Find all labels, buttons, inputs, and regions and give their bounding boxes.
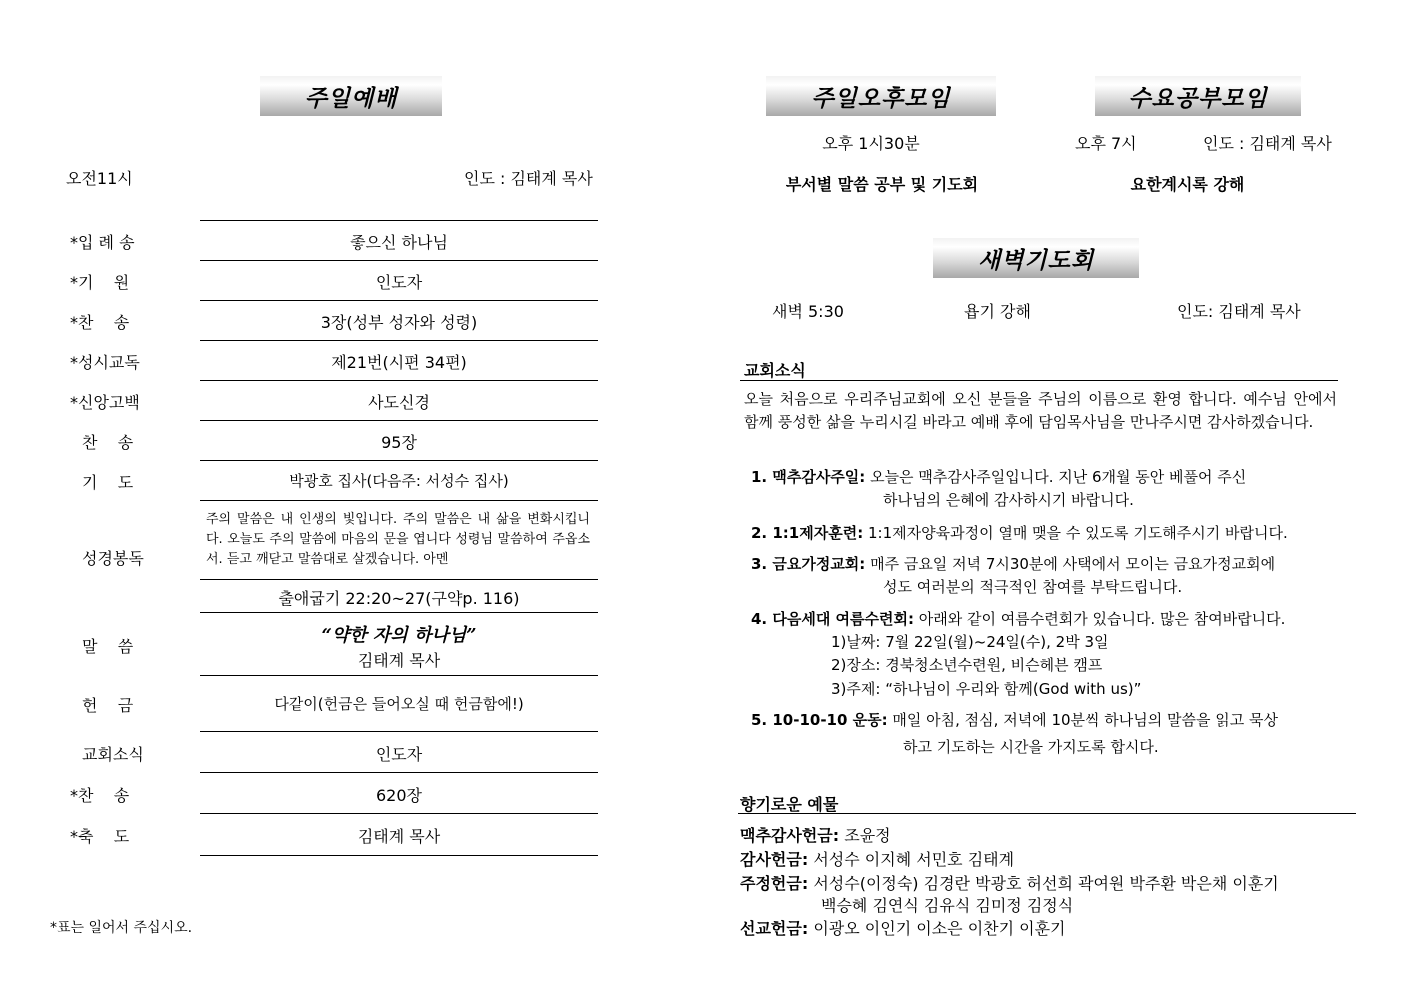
- offering-names: 서성수(이정숙) 김경란 박광호 허선희 곽여원 박주환 박은채 이훈기: [813, 874, 1279, 893]
- news-item-label: 1. 맥추감사주일:: [751, 468, 866, 486]
- order-label: 기 도: [82, 473, 134, 492]
- offering-row: [740, 823, 891, 846]
- news-item-text: 1:1제자양육과정이 열매 맺을 수 있도록 기도해주시기 바랍니다.: [867, 524, 1288, 542]
- news-item-text: 오늘은 맥추감사주일입니다. 지난 6개월 동안 베풀어 주신: [870, 468, 1247, 486]
- afternoon-title-banner: [766, 76, 996, 116]
- order-value: 인도자: [375, 273, 423, 292]
- wednesday-title: 수요공부모임: [1128, 85, 1268, 112]
- news-item: [751, 466, 1246, 489]
- order-label: 찬 송: [82, 433, 134, 452]
- order-value: 3장(성부 성자와 성령): [320, 313, 478, 332]
- offering-names: 이광오 이인기 이소은 이찬기 이훈기: [813, 919, 1066, 938]
- order-value: 좋으신 하나님: [350, 233, 448, 252]
- order-divider: [200, 220, 598, 221]
- afternoon-content: 부서별 말씀 공부 및 기도회: [785, 175, 979, 194]
- offering-row: [740, 847, 1014, 870]
- news-subitem: 1)날짜: 7월 22일(월)~24일(수), 2박 3일: [831, 633, 1109, 651]
- order-value: 620장: [376, 786, 422, 805]
- news-item-text: 아래와 같이 여름수련회가 있습니다. 많은 참여바랍니다.: [918, 610, 1286, 628]
- order-value: 사도신경: [368, 393, 430, 412]
- news-subitem: 3)주제: “하나님이 우리와 함께(God with us)”: [831, 680, 1142, 698]
- order-label: 성경봉독: [82, 549, 144, 568]
- order-label: *찬 송: [70, 786, 130, 805]
- order-label: 교회소식: [82, 745, 144, 764]
- offering-row: [740, 871, 1279, 894]
- offerings-heading: 향기로운 예물: [740, 795, 839, 814]
- news-item-continued: 하고 기도하는 시간을 가지도록 합시다.: [903, 738, 1159, 756]
- dawn-title-banner: [933, 238, 1139, 278]
- order-label: *성시교독: [70, 353, 140, 372]
- order-divider: [200, 420, 598, 421]
- order-label: *입 례 송: [70, 233, 135, 252]
- order-divider: [200, 579, 598, 580]
- worship-title-banner: [260, 76, 442, 116]
- offering-names: 서성수 이지혜 서민호 김태계: [813, 850, 1015, 869]
- news-item: [751, 608, 1285, 631]
- offering-row: [740, 916, 1066, 939]
- sermon-title: “약한 자의 하나님”: [321, 625, 477, 646]
- standing-footnote: *표는 일어서 주십시오.: [50, 920, 193, 936]
- dawn-title: 새벽기도회: [977, 247, 1095, 274]
- order-value: 제21번(시편 34편): [331, 353, 467, 372]
- worship-time: 오전11시: [66, 169, 133, 188]
- afternoon-time: 오후 1시30분: [822, 134, 920, 153]
- order-divider: [200, 260, 598, 261]
- order-label: *기 원: [70, 273, 130, 292]
- order-divider: [200, 772, 598, 773]
- news-item: [751, 553, 1275, 576]
- offering-label: 감사헌금:: [740, 850, 809, 869]
- wednesday-leader: 인도 : 김태계 목사: [1203, 134, 1332, 153]
- offering-label: 선교헌금:: [740, 919, 809, 938]
- news-item-label: 5. 10-10-10 운동:: [751, 711, 888, 729]
- wednesday-title-banner: [1095, 76, 1301, 116]
- order-label: 말 씀: [82, 637, 134, 656]
- news-heading-rule: [740, 380, 1338, 381]
- afternoon-title: 주일오후모임: [811, 85, 951, 112]
- order-value: 출애굽기 22:20~27(구약p. 116): [278, 589, 520, 608]
- wednesday-content: 요한계시록 강해: [1130, 175, 1245, 194]
- order-divider: [200, 460, 598, 461]
- offering-label: 주정헌금:: [740, 874, 809, 893]
- news-heading: 교회소식: [744, 361, 806, 380]
- dawn-content: 욥기 강해: [964, 302, 1031, 321]
- news-subitem: 2)장소: 경북청소년수련원, 비슨헤븐 캠프: [831, 656, 1103, 674]
- order-divider: [200, 731, 598, 732]
- order-divider: [200, 813, 598, 814]
- order-value: 인도자: [375, 745, 423, 764]
- news-item-text: 매일 아침, 점심, 저녁에 10분씩 하나님의 말씀을 읽고 묵상: [892, 711, 1278, 729]
- order-label: *축 도: [70, 827, 130, 846]
- news-item: [751, 709, 1278, 732]
- news-item-label: 4. 다음세대 여름수련회:: [751, 610, 914, 628]
- order-divider: [200, 612, 598, 613]
- worship-title: 주일예배: [304, 85, 398, 112]
- offerings-heading-rule: [738, 813, 1356, 814]
- news-item-continued: 하나님의 은혜에 감사하시기 바랍니다.: [883, 491, 1134, 509]
- news-item-label: 3. 금요가정교회:: [751, 555, 866, 573]
- order-divider: [200, 500, 598, 501]
- bible-reading-prayer: 주의 말씀은 내 인생의 빛입니다. 주의 말씀은 내 삶을 변화시킵니다. 오늘도 주의 말씀에 마음의 문을 엽니다 성령님 말씀하여 주옵소서. 듣고 깨닫고 말씀대로 살겠습니다. 아멘: [206, 512, 590, 567]
- order-value: 95장: [381, 433, 417, 452]
- offering-names: 조윤정: [844, 826, 891, 845]
- news-intro: 오늘 처음으로 우리주님교회에 오신 분들을 주님의 이름으로 환영 합니다. 예수님 안에서 함께 풍성한 삶을 누리시길 바라고 예배 후에 담임목사님을 만나주시면 감사하겠습니다.: [744, 390, 1337, 431]
- order-divider: [200, 855, 598, 856]
- order-label: *신앙고백: [70, 393, 140, 412]
- dawn-leader: 인도: 김태계 목사: [1177, 302, 1301, 321]
- dawn-time: 새벽 5:30: [772, 302, 844, 321]
- order-divider: [200, 340, 598, 341]
- offering-label: 맥추감사헌금:: [740, 826, 840, 845]
- order-divider: [200, 675, 598, 676]
- order-value: 김태계 목사: [357, 651, 441, 670]
- order-label: *찬 송: [70, 313, 130, 332]
- order-divider: [200, 380, 598, 381]
- wednesday-time: 오후 7시: [1075, 134, 1137, 153]
- news-item-text: 매주 금요일 저녁 7시30분에 사택에서 모이는 금요가정교회에: [870, 555, 1276, 573]
- order-divider: [200, 300, 598, 301]
- news-item-label: 2. 1:1제자훈련:: [751, 524, 864, 542]
- news-item-continued: 성도 여러분의 적극적인 참여를 부탁드립니다.: [883, 578, 1183, 596]
- order-value: 김태계 목사: [357, 827, 441, 846]
- worship-leader: 인도 : 김태계 목사: [464, 169, 593, 188]
- news-item: [751, 522, 1288, 545]
- offering-names-continued: 백승혜 김연식 김유식 김미정 김정식: [821, 896, 1074, 915]
- order-value: 박광호 집사(다음주: 서성수 집사): [289, 472, 509, 490]
- order-label: 헌 금: [82, 696, 134, 715]
- order-value: 다같이(헌금은 들어오실 때 헌금함에!): [274, 695, 524, 713]
